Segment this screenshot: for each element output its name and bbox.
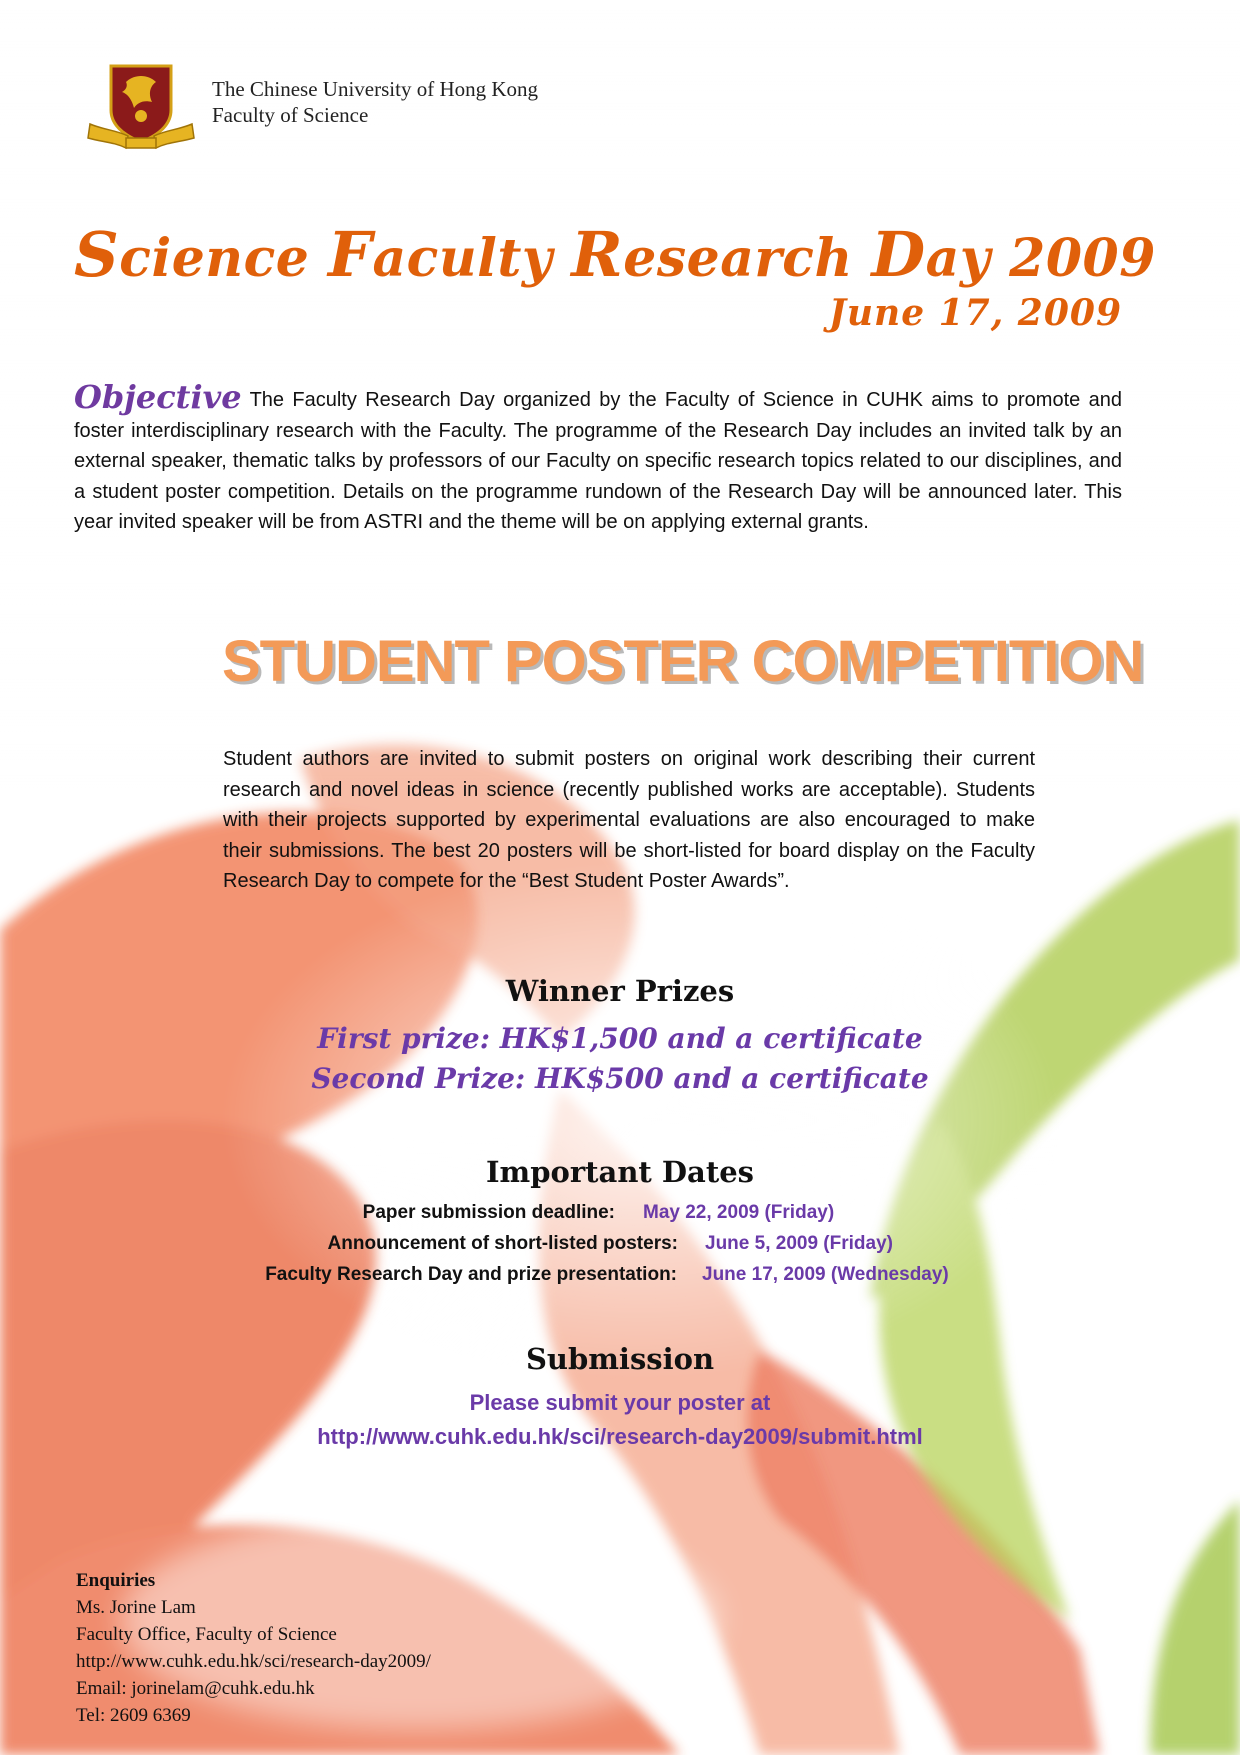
title-word: Faculty xyxy=(327,218,572,291)
university-name: The Chinese University of Hong Kong xyxy=(212,77,539,101)
date-label: Faculty Research Day and prize presentation: xyxy=(265,1264,677,1285)
first-prize: First prize: HK$1,500 and a certificate xyxy=(317,1022,923,1055)
title-word: Science xyxy=(74,218,328,291)
title-word: Research xyxy=(571,218,872,291)
date-row xyxy=(0,1202,1240,1230)
submission-link[interactable]: http://www.cuhk.edu.hk/sci/research-day2009/submit.html xyxy=(317,1424,923,1449)
main-title xyxy=(74,218,1174,291)
second-prize: Second Prize: HK$500 and a certificate xyxy=(311,1062,929,1095)
contact-email[interactable]: Email: jorinelam@cuhk.edu.hk xyxy=(76,1678,315,1699)
event-date: June 17, 2009 xyxy=(828,292,1122,334)
dates-heading: Important Dates xyxy=(485,1155,755,1189)
date-value: June 5, 2009 (Friday) xyxy=(705,1233,893,1254)
objective-heading: Objective xyxy=(74,378,242,416)
competition-heading: STUDENT POSTER COMPETITION xyxy=(222,629,1144,694)
contact-office: Faculty Office, Faculty of Science xyxy=(76,1624,337,1645)
title-word: Day 2009 xyxy=(871,218,1156,291)
date-value: May 22, 2009 (Friday) xyxy=(643,1202,835,1223)
submission-heading: Submission xyxy=(525,1342,715,1376)
contact-website-link[interactable]: http://www.cuhk.edu.hk/sci/research-day2009/ xyxy=(76,1651,431,1672)
date-row xyxy=(0,1233,1240,1261)
date-row xyxy=(0,1264,1240,1292)
university-crest-icon xyxy=(86,60,196,152)
contact-phone: Tel: 2609 6369 xyxy=(76,1705,191,1726)
objective-text: The Faculty Research Day organized by the Faculty of Science in CUHK aims to promote and foster interdisciplinary research with the Faculty. The programme of the Research Day includes an invited talk by an external speaker, thematic talks by professors of our Faculty on specific research topics related to our disciplines, and a student poster competition. Details on the programme rundown of the Research Day will be announced later. This year invited speaker will be from ASTRI and the theme will be on applying external grants. xyxy=(74,389,1122,534)
competition-description: Student authors are invited to submit posters on original work describing their current research and novel ideas in science (recently published works are acceptable). Students with their projects supported by experimental evaluations are also encouraged to make their submissions. The best 20 posters will be short-listed for board display on the Faculty Research Day to compete for the “Best Student Poster Awards”. xyxy=(223,748,1035,893)
enquiries-heading: Enquiries xyxy=(76,1570,156,1591)
date-label: Announcement of short-listed posters: xyxy=(327,1233,678,1254)
contact-name: Ms. Jorine Lam xyxy=(76,1597,196,1618)
objective-section xyxy=(74,378,1122,538)
date-label: Paper submission deadline: xyxy=(362,1202,615,1223)
faculty-name: Faculty of Science xyxy=(212,103,369,127)
enquiries-block xyxy=(76,1567,676,1729)
submission-instruction: Please submit your poster at xyxy=(469,1390,771,1415)
date-value: June 17, 2009 (Wednesday) xyxy=(702,1264,949,1285)
prizes-heading: Winner Prizes xyxy=(505,974,735,1008)
